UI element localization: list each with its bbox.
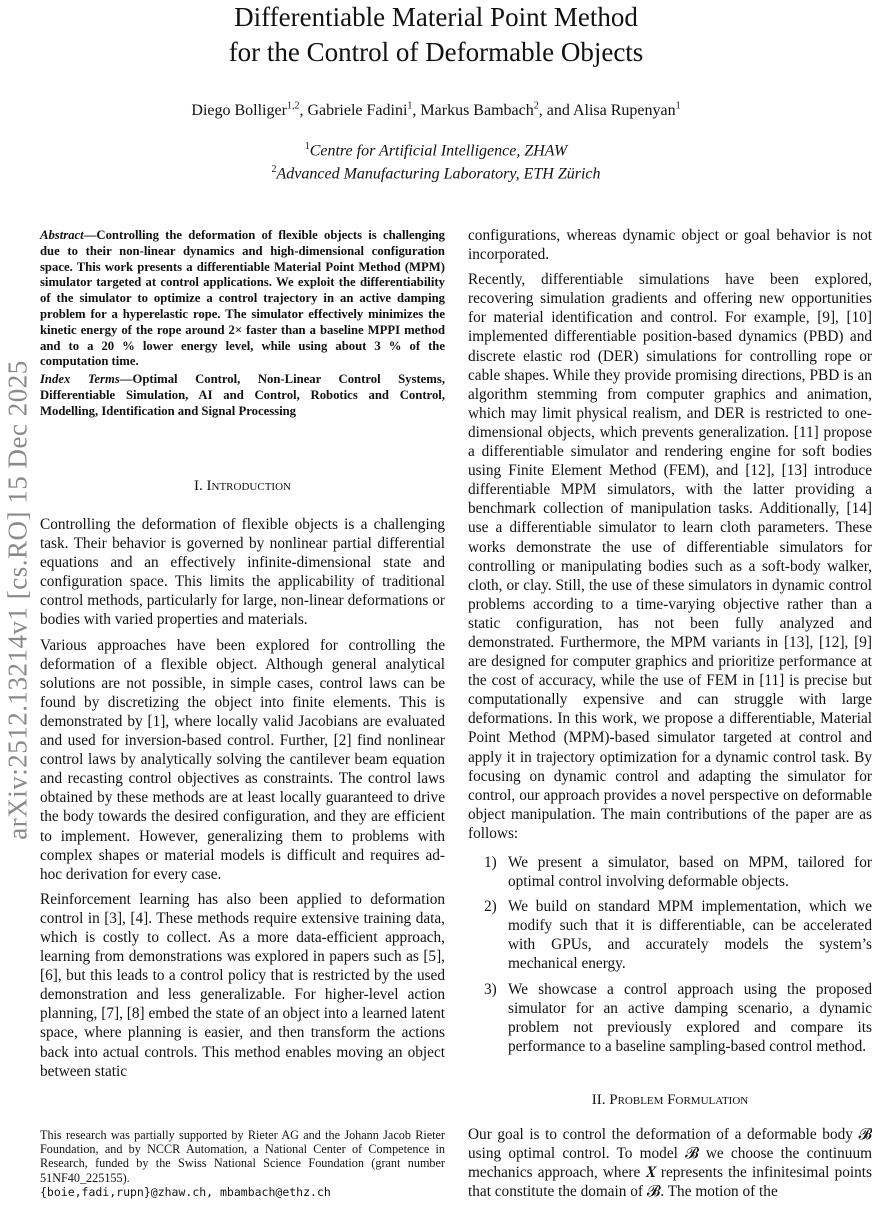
list-item: 3) We showcase a control approach using the proposed simulator for an active damping scenario, a dynamic problem not previously explored and compare its performance to a baseline sampling-based control method.: [484, 980, 872, 1055]
abstract: [40, 228, 445, 420]
affiliation-1: $^1$Centre for Artificial Intelligence, ZHAW: [304, 141, 568, 160]
funding-note: This research was partially supported by Rieter AG and the Johann Jacob Rieter Foundation, and by NCCR Automation, a National Center of Competence in Research, funded by the Swiss National Science Foundation (grant number 51NF40_225155).: [40, 1128, 445, 1185]
paragraph: Recently, differentiable simulations have been explored, recovering simulation gradients and offering new opportunities for material identification and control. For example, [9], [10] implemented differentiable position-based dynamics (PBD) and discrete elastic rod (DER) simulations for controlling rope or cable shapes. While they provide promising directions, PBD is an algorithm stemming from computer graphics and animation, which may limit physical realism, and DER is restricted to one-dimensional objects, which prevents generalization. [11] propose a differentiable simulator and rendering engine for soft bodies using Finite Element Method (FEM), and [12], [13] introduce differentiable MPM simulators, with the latter providing a benchmark collection of manipulation tasks. Additionally, [14] use a differentiable simulator to learn cloth parameters. These works demonstrate the use of differentiable simulators for controlling or manipulating bodies such as a soft-body walker, cloth, or clay. Still, the use of these simulators in dynamic control problems according to a time-varying objective rather than a static configuration, has not been fully analyzed and demonstrated. Furthermore, the MPM variants in [13], [12], [9] are designed for computer graphics and prioritize performance at the cost of accuracy, while the use of FEM in [11] is precise but computationally expensive and can struggle with large deformations. In this work, we propose a differentiable, Material Point Method (MPM)-based simulator targeted at control and apply it in trajectory optimization for a dynamic control task. By focusing on dynamic control and adapting the simulator for control, our approach provides a novel perspective on deformable object manipulation. The main contributions of the paper are as follows:: [468, 271, 872, 842]
abstract-text: —Controlling the deformation of flexible objects is challenging due to their non-linear dynamics and high-dimensional configuration space. This work presents a differentiable Material Point Method (MPM) simulator targeted at control applications. We exploit the differentiability of the simulator to optimize a control trajectory in an active damping problem for a hyperelastic rope. The simulator effectively minimizes the kinetic energy of the rope around 2× faster than a baseline MPPI method and to a 20 % lower energy level, while using about 3 % of the computation time.: [40, 228, 445, 369]
contributions-list: [468, 853, 872, 1056]
paragraph: configurations, whereas dynamic object or goal behavior is not incorporated.: [468, 227, 872, 264]
author: Gabriele Fadini$^1$,: [307, 101, 421, 120]
title-line-1: Differentiable Material Point Method: [234, 2, 638, 32]
paragraph: Various approaches have been explored for controlling the deformation of a flexible object. Although general analytical solutions are not possible, in simple cases, control laws can be found by discretizing the object into finite elements. This is demonstrated by [1], where locally valid Jacobians are evaluated and used for inversion-based control. Further, [2] find nonlinear control laws by analytically solving the cantilever beam equation and recasting control objectives as constraints. The control laws obtained by these methods are at least locally guaranteed to drive the body towards the desired configuration, and they are efficient to implement. However, generalizing them to problems with complex shapes or material models is difficult and requires ad-hoc derivation for every case.: [40, 636, 445, 883]
left-column: [40, 515, 445, 1087]
title-line-2: for the Control of Deformable Objects: [228, 37, 644, 67]
section-heading-problem-formulation: II. Problem Formulation: [591, 1092, 749, 1108]
author: Markus Bambach$^2$, and: [420, 101, 573, 120]
arxiv-id: arXiv:2512.13214v1 [cs.RO] 15 Dec 2025: [2, 360, 33, 840]
author-list: [0, 97, 872, 121]
section-heading-introduction: I. Introduction: [194, 478, 291, 494]
list-item: 1) We present a simulator, based on MPM, tailored for optimal control involving deformable objects.: [484, 854, 872, 891]
index-terms-text: —Optimal Control, Non-Linear Control Systems, Differentiable Simulation, AI and Control, Robotics and Control, Modelling, Identification and Signal Processing: [40, 372, 445, 418]
author-emails: {boie,fadi,rupn}@zhaw.ch, mbambach@ethz.ch: [40, 1184, 331, 1199]
affiliation-2: $^2$Advanced Manufacturing Laboratory, ETH Zürich: [271, 164, 601, 183]
paper-title: [0, 0, 872, 70]
footnote: [40, 1128, 445, 1199]
index-terms-label: Index Terms: [40, 372, 120, 387]
author: Alisa Rupenyan$^1$: [572, 101, 681, 120]
list-item: 2) We build on standard MPM implementation, which we modify such that it is differentiable, can be accelerated with GPUs, and accurately models the system’s mechanical energy.: [484, 898, 872, 973]
author: Diego Bolliger$^{1,2}$,: [191, 101, 308, 120]
paragraph: Controlling the deformation of flexible objects is a challenging task. Their behavior is governed by nonlinear partial differential equations and an effectively infinite-dimensional state and configuration space. This limits the applicability of traditional control methods, particularly for large, non-linear deformations or bodies with varied properties and materials.: [40, 516, 445, 629]
abstract-label: Abstract: [40, 228, 84, 242]
paragraph: Our goal is to control the deformation of a deformable body 𝓑 using optimal control. To model 𝓑 we choose the continuum mechanics approach, where 𝑿 represents the infinitesimal points that constitute the domain of 𝓑. The motion of the: [468, 1126, 872, 1201]
right-column: [468, 226, 872, 1062]
problem-paragraph: [468, 1125, 872, 1207]
paragraph: Reinforcement learning has also been applied to deformation control in [3], [4]. These methods require extensive training data, which is costly to collect. As a more data-efficient approach, learning from demonstrations was explored in papers such as [5], [6], but this leads to a control policy that is restricted by the used demonstration and less generalizable. For higher-level action planning, [7], [8] embed the state of an object into a learned latent space, where planning is easier, and then transform the actions back into actual controls. This method enables moving an object between static: [40, 890, 445, 1080]
